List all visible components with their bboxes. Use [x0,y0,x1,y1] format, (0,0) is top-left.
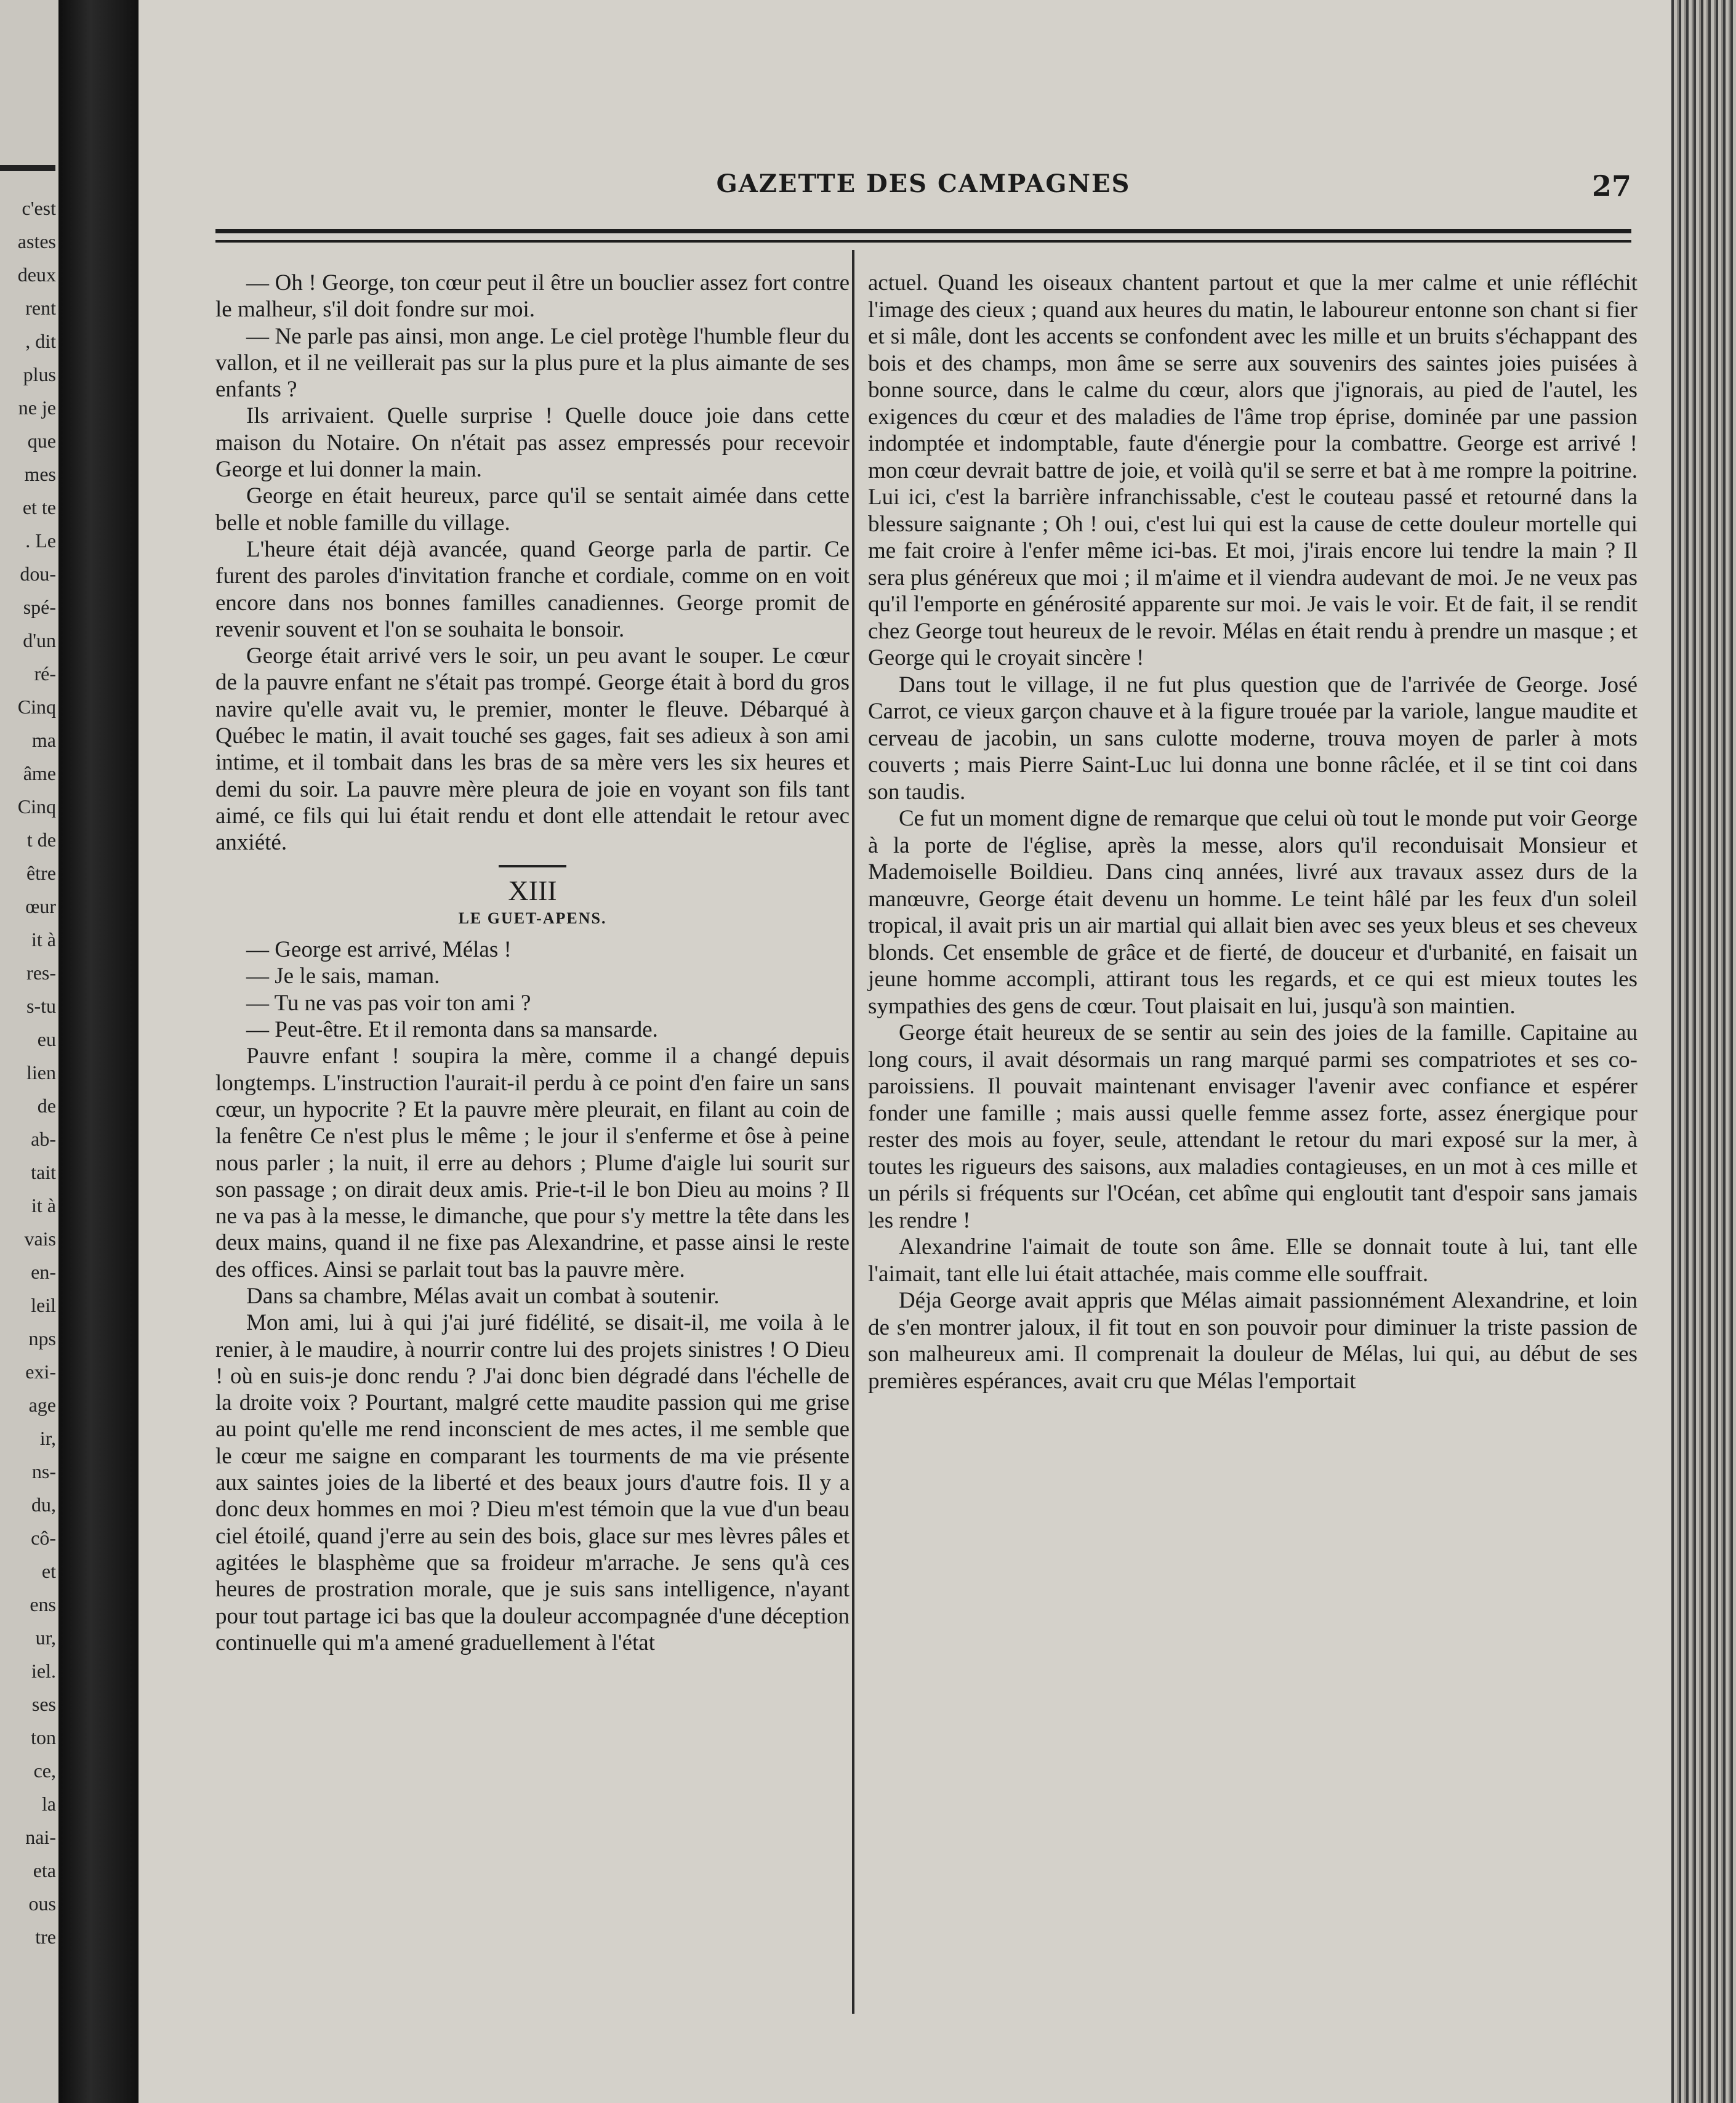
previous-page-fragment: du, [31,1494,56,1516]
left-column-text-after [215,936,850,1656]
previous-page-fragment: res- [26,962,56,984]
paragraph: George était arrivé vers le soir, un peu avant le souper. Le cœur de la pauvre enfant ne s'était pas trompé. George était à bord du gros navire qu'elle avait vu, le premier, monter le fleuve. Débarqué à Québec le matin, il avait touché ses gages, fait ses adieux à son ami intime, et il tombait dans les bras de sa mère vers les six heures et demi du soir. La pauvre mère pleura de joie en voyant son fils tant aimé, ce fils qui lui était rendu et dont elle attendait le retour avec anxiété. [215,643,850,856]
paragraph: — Ne parle pas ainsi, mon ange. Le ciel protège l'humble fleur du vallon, et il ne veillerait pas sur la plus pure et la plus aimante de ses enfants ? [215,323,850,403]
previous-page-fragment: . Le [25,529,56,552]
previous-page-fragment: Cinq [17,696,56,718]
paragraph: Ils arrivaient. Quelle surprise ! Quelle douce joie dans cette maison du Notaire. On n'était pas assez empressés pour recevoir George et lui donner la main. [215,403,850,483]
previous-page-fragment: Cinq [17,795,56,818]
previous-page-fragment: ma [31,729,56,751]
previous-page-fragment: âme [23,762,56,784]
book-gutter [58,0,139,2103]
right-column-text [868,270,1638,1394]
previous-page-fragment: ns- [31,1460,56,1482]
paragraph: Mon ami, lui à qui j'ai juré fidélité, se disait-il, me voila à le renier, à le maudire, à nourrir contre lui des projets sinistres ! O Dieu ! où en suis-je donc rendu ? J'ai donc bien dégradé dans l'échelle de la droite voix ? Pourtant, malgré cette maudite passion qui me grise au point qu'elle me rend inconscient de mes actes, il me semble que le cœur me saigne en comparant les tourments de ma vie présente aux saintes joies de la liberté et des beaux jours d'autre fois. Il y a donc deux hommes en moi ? Dieu m'est témoin que la vue d'un beau ciel étoilé, quand j'erre au sein des bois, glace sur mes lèvres pâles et agitées le blasphème que sa froideur m'arrache. Je sens qu'à ces heures de prostration morale, que je suis sans intelligence, n'ayant pour tout partage ici bas que la douleur accompagnée d'une déception continuelle qui m'a amené graduellement à l'état [215,1310,850,1655]
previous-page-fragment: deux [17,263,56,286]
column-divider [852,250,854,2014]
header-rule [215,229,1631,243]
previous-page-fragment: exi- [25,1361,56,1383]
previous-page-fragment: lien [26,1061,56,1084]
previous-page-fragment: ne je [18,396,56,419]
previous-page-fragment: ous [28,1892,56,1915]
previous-page-fragment: que [27,430,56,452]
previous-page-fragment: ens [30,1593,56,1615]
previous-page-fragment: la [41,1793,56,1815]
paragraph: L'heure était déjà avancée, quand George parla de partir. Ce furent des paroles d'invitation franche et cordiale, comme on en voit encore dans nos bonnes familles canadiennes. George promit de revenir souvent et l'on se souhaita le bonsoir. [215,536,850,642]
previous-page-fragment: dou- [20,563,56,585]
page-header [215,169,1631,206]
previous-page-rule [0,165,55,171]
paragraph: actuel. Quand les oiseaux chantent partout et que la mer calme et unie réfléchit l'image des cieux ; quand aux heures du matin, le laboureur entonne son chant si fier et si mâle, dont les accents se confondent avec les mille et un bruits s'échappant des bois et des champs, mon âme se serre aux souvenirs des saintes joies puisées à bonne source, dans le calme du cœur, alors que j'ignorais, au pied de l'autel, les exigences du cœur et des maladies de l'âme trop éprise, dominée par une passion indomptée et indomptable, faute d'énergie pour la combattre. George est arrivé ! mon cœur devrait battre de joie, et voilà qu'il se serre et bat à me rompre la poitrine. Lui ici, c'est la barrière infranchissable, c'est le couteau passé et retourné dans la blessure saignante ; Oh ! oui, c'est lui qui est la cause de cette douleur mortelle qui me fait croire à l'enfer même ici-bas. Et moi, j'irais encore lui tendre la main ? Il sera plus généreux que moi ; il m'aime et il viendra audevant de moi. Je ne veux pas qu'il l'emporte en générosité apparente sur moi. Je vais le voir. Et de fait, il se rendit chez George tout heureux de le revoir. Mélas en était rendu à prendre un masque ; et George qui le croyait sincère ! [868,270,1638,670]
paragraph: Dans sa chambre, Mélas avait un combat à soutenir. [246,1283,720,1309]
previous-page-fragment: eta [33,1859,56,1881]
chapter-number: XIII [508,874,557,906]
previous-page-fragment: œur [25,895,56,917]
previous-page-fragment: iel. [31,1660,56,1682]
previous-page-fragment: nps [28,1327,56,1349]
page-title: GAZETTE DES CAMPAGNES [716,169,1131,198]
previous-page-fragment: d'un [23,629,56,651]
previous-page-fragment: vais [24,1228,56,1250]
previous-page-fragment: tait [31,1161,56,1183]
paragraph: Ce fut un moment digne de remarque que celui où tout le monde put voir George à la porte de l'église, après la messe, alors qu'il reconduisait Monsieur et Mademoiselle Boildieu. Dans cinq années, livré aux travaux assez durs de la manœuvre, George était devenu un homme. Le teint hâlé par les feux d'un soleil tropical, il avait pris un air martial qui allait bien avec ses yeux bleus et ses cheveux blonds. Cet ensemble de grâce et de fierté, de douceur et d'urbanité, en faisait un jeune homme accompli, attirant tous les regards, et ce qui est mieux toutes les sympathies des gens de cœur. Tout plaisait en lui, jusqu'à son maintien. [868,806,1638,1019]
previous-page-fragment: en- [31,1261,56,1283]
previous-page-fragment: de [37,1095,56,1117]
previous-page-fragment: tre [35,1926,56,1948]
previous-page-fragment: s-tu [26,995,56,1017]
chapter-title: LE GUET-APENS. [458,909,607,927]
previous-page-fragment: ton [31,1726,56,1748]
previous-page-fragment: ir, [39,1427,56,1449]
paragraph: George en était heureux, parce qu'il se sentait aimée dans cette belle et noble famille du village. [215,483,850,536]
previous-page-fragment: astes [17,230,56,252]
previous-page-fragment: ses [31,1693,56,1715]
previous-page-fragment: age [28,1394,56,1416]
previous-page-fragment: t de [26,829,56,851]
previous-page-edge [0,0,58,2103]
right-column [868,270,1638,1394]
previous-page-fragment: it à [31,1194,56,1216]
page-number: 27 [1591,169,1631,203]
paragraph: Déja George avait appris que Mélas aimait passionnément Alexandrine, et loin de s'en montrer jaloux, il fit tout en son pouvoir pour diminuer la triste passion de son malheureux ami. Il comprenait la douleur de Mélas, lui qui, au début de ses premières espérances, avait cru que Mélas l'emportait [868,1288,1638,1394]
previous-page-fragment: cô- [31,1527,56,1549]
paragraph: — Peut-être. Et il remonta dans sa mansarde. [246,1017,658,1043]
previous-page-fragment: ré- [34,662,56,685]
previous-page-fragment: être [26,862,56,884]
previous-page-fragment: spé- [23,596,56,618]
previous-page-fragment: it à [31,928,56,951]
previous-page-fragment: c'est [22,197,56,219]
left-column-text-before [215,270,850,856]
newspaper-page [139,0,1671,2103]
paragraph: Dans tout le village, il ne fut plus question que de l'arrivée de George. José Carrot, ce vieux garçon chauve et à la figure trouée par la variole, langue maudite et cerveau de jacobin, un sans culotte moderne, trouva moyen de parler à mots couverts ; mais Pierre Saint-Luc lui donna une bonne râclée, et il se tint coi dans son taudis. [868,672,1638,805]
previous-page-fragment: nai- [25,1826,56,1848]
previous-page-fragment: rent [25,297,56,319]
section-rule [499,865,566,867]
paragraph: — Tu ne vas pas voir ton ami ? [246,990,531,1016]
paragraph: — George est arrivé, Mélas ! [246,937,512,963]
page-stack-edge [1671,0,1736,2103]
paragraph: — Oh ! George, ton cœur peut il être un bouclier assez fort contre le malheur, s'il doit fondre sur moi. [215,270,850,323]
previous-page-fragment: ce, [33,1759,56,1782]
previous-page-fragment: mes [24,463,56,485]
paragraph: Alexandrine l'aimait de toute son âme. Elle se donnait toute à lui, tant elle l'aimait, tant elle lui était attachée, mais comme elle souffrait. [868,1234,1638,1287]
paragraph: Pauvre enfant ! soupira la mère, comme il a changé depuis longtemps. L'instruction l'aurait-il perdu à ce point d'en faire un sans cœur, un hypocrite ? Et la pauvre mère pleurait, en filant au coin de la fenêtre Ce n'est plus le même ; le jour il s'enferme et ôse à peine nous parler ; la nuit, il erre au dehors ; Plume d'aigle lui sourit sur son passage ; on dirait deux amis. Prie-t-il le bon Dieu au moins ? Il ne va pas à la messe, le dimanche, que pour s'y mettre la tête dans les deux mains, quand il ne fixe pas Alexandrine, et passe ainsi le reste des offices. Ainsi se parlait tout bas la pauvre mère. [215,1043,850,1282]
previous-page-fragment: eu [37,1028,56,1050]
previous-page-fragment: plus [23,363,56,385]
previous-page-fragment: , dit [25,330,56,352]
previous-page-fragment: leil [31,1294,56,1316]
previous-page-fragment: ab- [31,1128,56,1150]
left-column [215,270,850,1656]
previous-page-fragment: ur, [35,1627,56,1649]
paragraph: — Je le sais, maman. [246,963,440,989]
paragraph: George était heureux de se sentir au sein des joies de la famille. Capitaine au long cours, il avait désormais un rang marqué parmi ses compatriotes et ses co-paroissiens. Il pouvait maintenant envisager l'avenir avec confiance et espérer fonder une famille ; mais aussi quelle femme assez forte, assez énergique pour rester des mois au foyer, seule, attendant le retour du mari exposé sur la mer, à toutes les rigueurs des saisons, aux maladies contagieuses, en un mot à ces mille et un périls si fréquents sur l'Océan, cet abîme qui engloutit tant d'espoir sans jamais les rendre ! [868,1020,1638,1233]
previous-page-fragment: et te [22,496,56,518]
previous-page-fragment: et [41,1560,56,1582]
